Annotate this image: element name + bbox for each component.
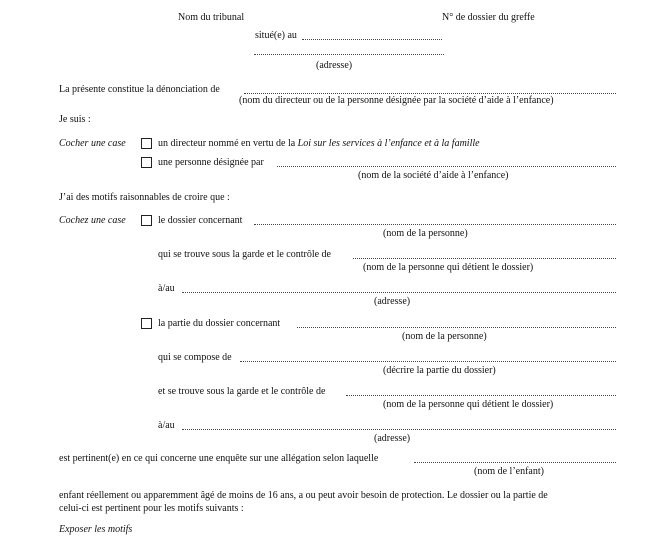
court-address-caption: (adresse) — [316, 60, 353, 71]
denunciation-intro: La présente constitue la dénonciation de — [59, 84, 220, 95]
denouncer-name-field[interactable] — [244, 92, 616, 94]
record-person-field[interactable] — [254, 223, 616, 225]
denouncer-caption: (nom du directeur ou de la personne désignée par la société d’aide à l’enfance) — [239, 95, 554, 106]
record-holder-field[interactable] — [353, 257, 616, 259]
child-name-caption: (nom de l’enfant) — [474, 466, 544, 477]
court-location-field[interactable] — [302, 38, 442, 40]
record-concerning-label: le dossier concernant — [158, 215, 243, 226]
part-holder-field[interactable] — [346, 394, 616, 396]
holder-address-field[interactable] — [182, 291, 616, 293]
at-label: à/au — [158, 283, 175, 294]
holder-address-caption: (adresse) — [374, 296, 411, 307]
part-description-field[interactable] — [240, 360, 616, 362]
director-option-label: un directeur nommé en vertu de la Loi sur les services à l’enfance et à la famille — [158, 138, 480, 149]
court-address-field[interactable] — [254, 53, 444, 55]
society-name-caption: (nom de la société d’aide à l’enfance) — [358, 170, 509, 181]
part-holder-caption: (nom de la personne qui détient le dossier) — [383, 399, 554, 410]
in-custody-label: qui se trouve sous la garde et le contrôle de — [158, 249, 331, 260]
part-description-caption: (décrire la partie du dossier) — [383, 365, 496, 376]
reasons-label: Exposer les motifs — [59, 524, 133, 535]
part-concerning-label: la partie du dossier concernant — [158, 318, 281, 329]
at-label-2: à/au — [158, 420, 175, 431]
child-name-field[interactable] — [414, 461, 616, 463]
part-holder-address-caption: (adresse) — [374, 433, 411, 444]
check-one-hint-2: Cochez une case — [59, 215, 126, 226]
designated-person-label: une personne désignée par — [158, 157, 264, 168]
society-name-field[interactable] — [277, 165, 616, 167]
located-at-label: situé(e) au — [255, 30, 297, 41]
record-holder-caption: (nom de la personne qui détient le dossier) — [363, 262, 534, 273]
director-checkbox[interactable] — [141, 138, 152, 149]
consists-of-label: qui se compose de — [158, 352, 232, 363]
part-person-caption: (nom de la personne) — [402, 331, 487, 342]
partial-record-checkbox[interactable] — [141, 318, 152, 329]
part-person-field[interactable] — [297, 326, 616, 328]
relevance-paragraph-line-1: enfant réellement ou apparemment âgé de moins de 16 ans, a ou peut avoir besoin de protection. Le dossier ou la partie de — [59, 490, 548, 501]
record-person-caption: (nom de la personne) — [383, 228, 468, 239]
file-number-label: N° de dossier du greffe — [442, 12, 535, 23]
whole-record-checkbox[interactable] — [141, 215, 152, 226]
designated-person-checkbox[interactable] — [141, 157, 152, 168]
grounds-label: J’ai des motifs raisonnables de croire que : — [59, 192, 230, 203]
part-holder-address-field[interactable] — [182, 428, 616, 430]
relevance-paragraph-line-2: celui-ci est pertinent pour les motifs suivants : — [59, 503, 244, 514]
relevance-line: est pertinent(e) en ce qui concerne une enquête sur une allégation selon laquelle — [59, 453, 379, 464]
i-am-label: Je suis : — [59, 114, 91, 125]
and-in-custody-label: et se trouve sous la garde et le contrôle de — [158, 386, 326, 397]
check-one-hint: Cocher une case — [59, 138, 126, 149]
court-name-label: Nom du tribunal — [178, 12, 245, 23]
